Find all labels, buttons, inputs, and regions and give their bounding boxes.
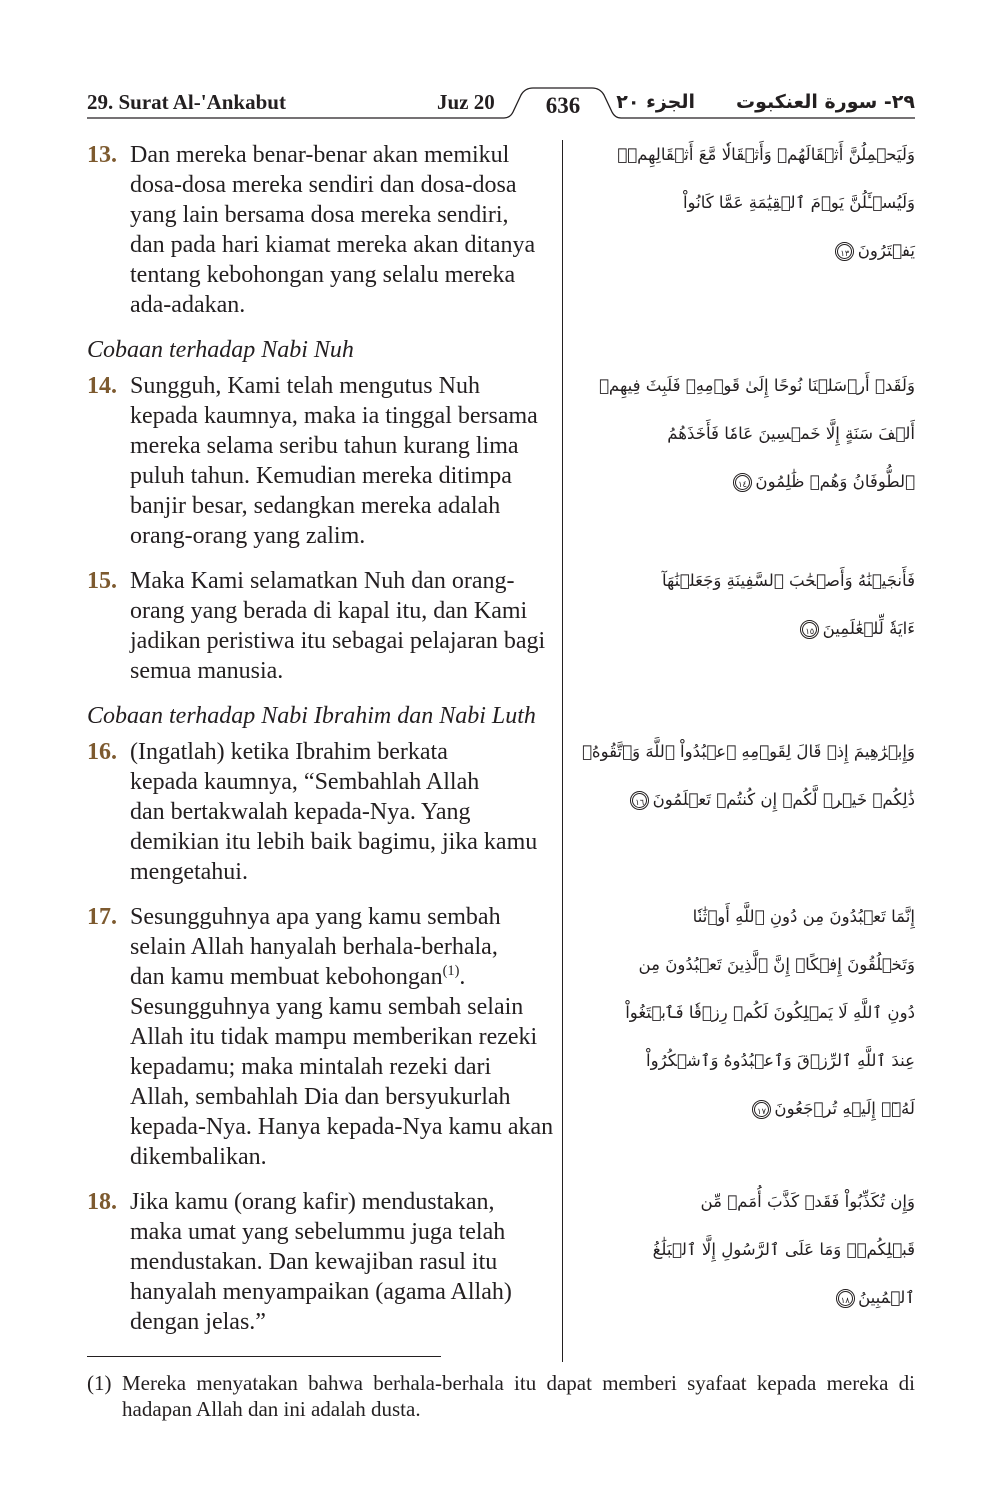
arabic-line-text — [700, 1192, 915, 1211]
translation-line-text: kepada kaumnya, maka ia tinggal bersama — [130, 403, 538, 429]
translation-line — [130, 767, 557, 797]
arabic-text: وَتَخۡلُقُونَ إِفۡكًاۚ إِنَّ ٱلَّذِينَ تَعۡبُدُونَ مِن — [638, 955, 915, 974]
arabic-column — [575, 728, 915, 824]
translation-line-text: Sesungguhnya apa yang kamu sembah — [130, 904, 501, 930]
translation-line — [130, 737, 557, 767]
verse-row — [87, 902, 915, 1172]
verse-number: 17. — [87, 904, 117, 930]
translation-line — [130, 1217, 557, 1247]
translation-column — [87, 737, 557, 887]
arabic-line-text — [733, 472, 915, 491]
ayah-end-marker-icon: ١٣ — [835, 242, 854, 261]
verse-number: 16. — [87, 739, 117, 765]
translation-line — [130, 461, 557, 491]
verse-list — [87, 140, 915, 1352]
translation-line — [130, 857, 557, 887]
translation-line — [130, 566, 557, 596]
footnote-line-text: Mereka menyatakan bahwa berhala-berhala itu dapat memberi syafaat kepada mereka di — [122, 1371, 915, 1395]
translation-line — [130, 962, 557, 992]
translation-text: . — [459, 964, 466, 990]
ayah-end-marker-icon: ١٥ — [800, 620, 819, 639]
translation-line-text: dosa-dosa mereka sendiri dan dosa-dosa — [130, 172, 517, 198]
translation-text: dan kamu membuat kebohongan — [130, 964, 443, 990]
translation-line-text: Maka Kami selamatkan Nuh dan orang- — [130, 568, 515, 594]
translation-column — [87, 566, 557, 686]
arabic-line — [575, 131, 915, 179]
running-head-juz: Juz 20 — [437, 90, 495, 114]
section-heading: Cobaan terhadap Nabi Ibrahim dan Nabi Luth — [87, 703, 536, 729]
translation-line — [130, 170, 557, 200]
arabic-line — [575, 776, 915, 824]
arabic-line — [575, 227, 915, 275]
translation-line-text: (Ingatlah) ketika Ibrahim berkata — [130, 739, 448, 765]
arabic-line-text — [599, 376, 915, 395]
arabic-text: فَأَنجَيۡنَٰهُ وَأَصۡحَٰبَ ٱلسَّفِينَةِ وَجَعَلۡنَٰهَآ — [661, 571, 915, 590]
arabic-line-text — [582, 742, 915, 761]
arabic-text: وَلَيُسۡـَٔلُنَّ يَوۡمَ ٱلۡقِيَٰمَةِ عَمَّا كَانُواْ — [682, 193, 915, 212]
translation-line — [130, 596, 557, 626]
arabic-text: ذَٰلِكُمۡ خَيۡرٞ لَّكُمۡ إِن كُنتُمۡ تَعۡلَمُونَ — [652, 790, 915, 809]
ayah-end-marker-icon: ١٦ — [630, 791, 649, 810]
ayah-end-marker-icon: ١٨ — [836, 1289, 855, 1308]
arabic-line — [575, 1274, 915, 1322]
arabic-line-text — [836, 1288, 915, 1307]
translation-line-text: Allah, sembahlah Dia dan bersyukurlah — [130, 1084, 511, 1110]
footnote-marker: (1) — [87, 1371, 112, 1395]
translation-line-text: dengan jelas.” — [130, 1309, 266, 1335]
section-heading-row — [87, 701, 915, 731]
verse-number: 13. — [87, 142, 117, 168]
translation-line-text: tentang kebohongan yang selalu mereka — [130, 262, 516, 288]
arabic-line — [575, 362, 915, 410]
translation-line — [130, 1277, 557, 1307]
verse-number: 14. — [87, 373, 117, 399]
footnote-line — [122, 1370, 915, 1396]
arabic-line — [575, 1226, 915, 1274]
translation-line — [130, 1052, 557, 1082]
translation-line — [130, 491, 557, 521]
translation-line — [130, 1247, 557, 1277]
running-head-surah: 29. Surat Al-'Ankabut — [87, 90, 286, 114]
arabic-line-text — [752, 1099, 915, 1118]
arabic-line-text — [667, 424, 915, 443]
arabic-text: إِنَّمَا تَعۡبُدُونَ مِن دُونِ ٱللَّهِ أَوۡثَٰنٗا — [692, 907, 915, 926]
translation-line-text: Allah itu tidak mampu memberikan rezeki — [130, 1024, 538, 1050]
arabic-column — [575, 131, 915, 275]
verse-number: 18. — [87, 1189, 117, 1215]
translation-line-text: mereka selama seribu tahun kurang lima — [130, 433, 519, 459]
translation-line-text: selain Allah hanyalah berhala-berhala, — [130, 934, 498, 960]
arabic-line — [575, 1178, 915, 1226]
translation-line-text: jadikan peristiwa itu sebagai pelajaran bagi — [130, 628, 546, 654]
translation-column — [87, 140, 557, 320]
translation-line-text: orang yang berada di kapal itu, dan Kami — [130, 598, 528, 624]
footnote — [87, 1370, 915, 1422]
translation-line — [130, 992, 557, 1022]
running-head-surah-arabic: ٢٩- سورة العنكبوت — [735, 91, 915, 113]
translation-line-text: maka umat yang sebelummu juga telah — [130, 1219, 506, 1245]
translation-line-text: kepadamu; maka mintalah rezeki dari — [130, 1054, 492, 1080]
translation-line — [130, 797, 557, 827]
arabic-text: وَإِن تُكَذِّبُواْ فَقَدۡ كَذَّبَ أُمَمٞ مِّن — [700, 1192, 915, 1211]
translation-line — [130, 902, 557, 932]
verse-row — [87, 140, 915, 320]
translation-line — [130, 140, 557, 170]
arabic-text: ءَايَةٗ لِّلۡعَٰلَمِينَ — [822, 619, 915, 638]
arabic-line — [575, 1037, 915, 1085]
translation-line-text: semua manusia. — [130, 658, 284, 684]
translation-line — [130, 401, 557, 431]
verse-row — [87, 371, 915, 551]
translation-line-text: dan bertakwalah kepada-Nya. Yang — [130, 799, 471, 825]
translation-line-text: dan pada hari kiamat mereka akan ditanya — [130, 232, 536, 258]
arabic-line — [575, 941, 915, 989]
verse-number: 15. — [87, 568, 117, 594]
arabic-line — [575, 605, 915, 653]
arabic-column — [575, 557, 915, 653]
arabic-text: وَلَقَدۡ أَرۡسَلۡنَا نُوحًا إِلَىٰ قَوۡمِهِۦ فَلَبِثَ فِيهِمۡ — [598, 376, 915, 395]
arabic-text: وَلَيَحۡمِلُنَّ أَثۡقَالَهُمۡ وَأَثۡقَالٗا مَّعَ أَثۡقَالِهِمۡۖ — [617, 145, 915, 164]
arabic-line-text — [638, 955, 915, 974]
translation-line — [130, 1082, 557, 1112]
arabic-line-text — [693, 907, 915, 926]
translation-column — [87, 371, 557, 551]
translation-line — [130, 1112, 557, 1142]
translation-line — [130, 371, 557, 401]
arabic-text: ٱلۡمُبِينُ — [858, 1288, 915, 1307]
translation-line-text: ada-adakan. — [130, 292, 246, 318]
translation-line-text: puluh tahun. Kemudian mereka ditimpa — [130, 463, 512, 489]
section-heading: Cobaan terhadap Nabi Nuh — [87, 337, 354, 363]
arabic-line-text — [630, 790, 915, 809]
arabic-line — [575, 557, 915, 605]
arabic-line — [575, 728, 915, 776]
translation-column — [87, 902, 557, 1172]
arabic-text: ٱلطُّوفَانُ وَهُمۡ ظَٰلِمُونَ — [755, 472, 915, 491]
arabic-line-text — [800, 619, 915, 638]
translation-line — [130, 230, 557, 260]
translation-line-text: mendustakan. Dan kewajiban rasul itu — [130, 1249, 498, 1275]
translation-line — [130, 1307, 557, 1337]
footnote-rule — [87, 1356, 441, 1357]
footnote-reference: (1) — [442, 963, 460, 979]
ayah-end-marker-icon: ١٧ — [752, 1100, 771, 1119]
verse-row — [87, 737, 915, 887]
arabic-line — [575, 893, 915, 941]
arabic-line — [575, 179, 915, 227]
arabic-text: لَهُۥٓۖ إِلَيۡهِ تُرۡجَعُونَ — [774, 1099, 915, 1118]
translation-line — [130, 932, 557, 962]
arabic-text: قَبۡلِكُمۡۖ وَمَا عَلَى ٱلرَّسُولِ إِلَّا ٱلۡبَلَٰغُ — [652, 1240, 915, 1259]
translation-line-text: demikian itu lebih baik bagimu, jika kamu — [130, 829, 538, 855]
translation-line-text: mengetahui. — [130, 859, 248, 885]
translation-line-text: dikembalikan. — [130, 1144, 267, 1170]
translation-line-text: Sungguh, Kami telah mengutus Nuh — [130, 373, 480, 399]
translation-line-text: banjir besar, sedangkan mereka adalah — [130, 493, 501, 519]
translation-line — [130, 260, 557, 290]
arabic-column — [575, 893, 915, 1133]
translation-line — [130, 1187, 557, 1217]
translation-line-text: hanyalah menyampaikan (agama Allah) — [130, 1279, 512, 1305]
translation-line-text — [130, 964, 465, 990]
ayah-end-marker-icon: ١٤ — [733, 473, 752, 492]
section-heading-row — [87, 335, 915, 365]
arabic-line — [575, 989, 915, 1037]
translation-column — [87, 1187, 557, 1337]
arabic-line-text — [835, 241, 915, 260]
verse-row — [87, 566, 915, 686]
translation-line — [130, 1022, 557, 1052]
translation-line — [130, 431, 557, 461]
footnote-line — [122, 1396, 915, 1422]
arabic-text: أَلۡفَ سَنَةٍ إِلَّا خَمۡسِينَ عَامٗا فَأَخَذَهُمُ — [667, 424, 915, 443]
verse-row — [87, 1187, 915, 1337]
arabic-line-text — [646, 1051, 915, 1070]
translation-line-text: orang-orang yang zalim. — [130, 523, 366, 549]
arabic-text: وَإِبۡرَٰهِيمَ إِذۡ قَالَ لِقَوۡمِهِ ٱعۡبُدُواْ ٱللَّهَ وَٱتَّقُوهُۖ — [581, 742, 915, 761]
arabic-column — [575, 1178, 915, 1322]
arabic-line — [575, 458, 915, 506]
translation-line-text: Jika kamu (orang kafir) mendustakan, — [130, 1189, 495, 1215]
translation-line-text: Sesungguhnya yang kamu sembah selain — [130, 994, 524, 1020]
translation-line-text: kepada kaumnya, “Sembahlah Allah — [130, 769, 480, 795]
arabic-text: يَفۡتَرُونَ — [857, 241, 915, 260]
translation-line-text: Dan mereka benar-benar akan memikul — [130, 142, 510, 168]
arabic-line — [575, 1085, 915, 1133]
translation-line — [130, 656, 557, 686]
arabic-column — [575, 362, 915, 506]
translation-line — [130, 521, 557, 551]
translation-line — [130, 200, 557, 230]
arabic-line-text — [617, 145, 915, 164]
arabic-text: عِندَ ٱللَّهِ ٱلرِّزۡقَ وَٱعۡبُدُوهُ وَٱشۡكُرُواْ — [646, 1051, 915, 1070]
arabic-line-text — [683, 193, 915, 212]
arabic-text: دُونِ ٱللَّهِ لَا يَمۡلِكُونَ لَكُمۡ رِزۡقٗا فَٱبۡتَغُواْ — [625, 1003, 915, 1022]
translation-line — [130, 626, 557, 656]
translation-line — [130, 1142, 557, 1172]
arabic-line-text — [653, 1240, 915, 1259]
running-head-juz-arabic: الجزء ٢٠ — [616, 91, 695, 113]
translation-line-text: yang lain bersama dosa mereka sendiri, — [130, 202, 509, 228]
translation-line — [130, 827, 557, 857]
footnote-line-text: hadapan Allah dan ini adalah dusta. — [122, 1397, 421, 1421]
arabic-line — [575, 410, 915, 458]
translation-line-text: kepada-Nya. Hanya kepada-Nya kamu akan — [130, 1114, 554, 1140]
arabic-line-text — [625, 1003, 915, 1022]
page-number: 636 — [545, 93, 581, 118]
translation-line — [130, 290, 557, 320]
arabic-line-text — [662, 571, 915, 590]
